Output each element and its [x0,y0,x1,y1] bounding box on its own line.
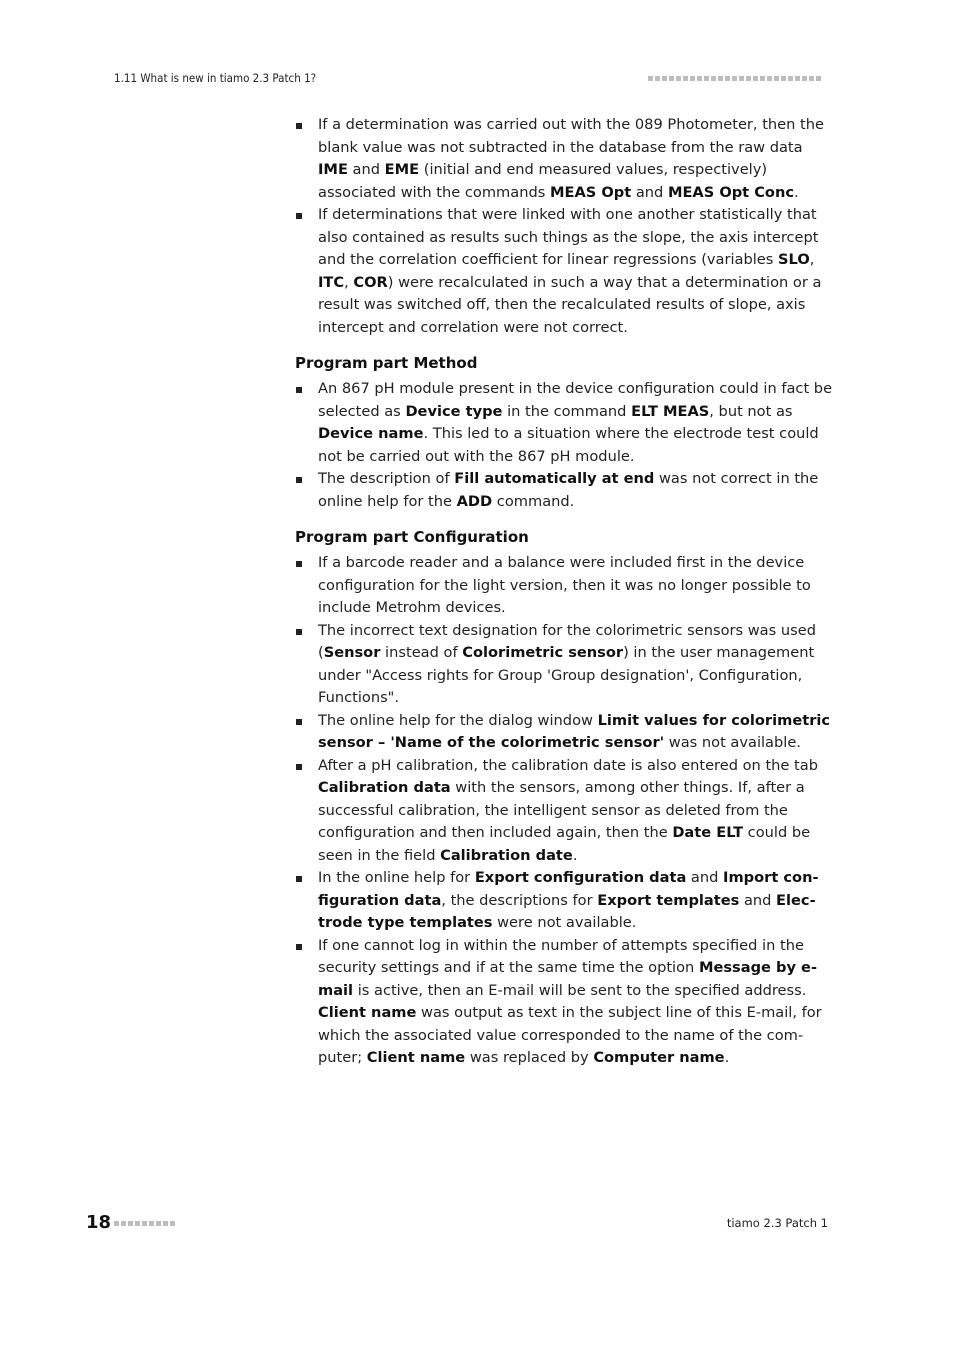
section-heading: Program part Configuration [295,528,529,546]
list-item [295,204,835,339]
bold-term: Date ELT [672,824,744,841]
bold-term: Calibration date [440,846,573,864]
text-run: were not available. [492,914,637,931]
list-item [295,710,835,755]
list-item [295,755,835,868]
footer-decoration [114,1221,175,1226]
bold-term: Calibration data [318,779,451,796]
text-run: command. [492,492,575,510]
sections [295,352,835,1070]
bold-term: Colorimetric sensor [462,644,624,661]
text-run: The description of [318,470,455,487]
list-item [295,114,835,204]
bold-term: Sensor [323,644,381,661]
bold-term: Electrode type templates [318,891,816,931]
text-run: , but not as [709,402,793,420]
text-run: instead of [380,644,463,661]
text-run: If a determination was carried out with the 089 Photometer, then the blank value was not subtracted in the database from the raw data [318,116,824,156]
text-run: . [794,183,799,201]
bold-term: Computer name [593,1049,725,1066]
header-decoration [648,76,821,81]
bold-term: Import configuration data [318,869,819,909]
text-run: and [686,869,724,886]
bold-term: MEAS Opt [549,183,632,201]
text-run: ) in the user management under "Access rights for Group 'Group designation', Configuration, Functions". [318,644,815,706]
text-run: is active, then an E-mail will be sent to the specified address. [353,981,807,999]
text-run: After a pH calibration, the calibration date is also entered on the tab [318,756,818,774]
text-run: . This led to a situation where the electrode test could not be carried out with the 867 pH module. [318,425,819,465]
text-run: , the descriptions for [441,891,598,909]
running-header: 1.11 What is new in tiamo 2.3 Patch 1? [114,71,317,85]
bold-term: IME [318,161,348,178]
text-run: and [739,891,777,909]
text-run: (initial and end measured values, respectively) associated with the commands [318,161,768,201]
text-run: with the sensors, among other things. If, after a successful calibration, the intelligent sensor as deleted from the configuration and then included again, then the [318,779,805,841]
list-item [295,552,835,620]
bold-term: Export configuration data [474,869,687,886]
text-run: in the command [502,402,632,420]
intro-bullet-list [295,114,835,339]
section-heading: Program part Method [295,354,478,372]
text-run: If a barcode reader and a balance were included first in the device configuration for the light version, then it was no longer possible to include Metrohm devices. [318,554,811,616]
bold-term: ELT MEAS [631,402,710,420]
bold-term: Limit values for colorimetric sensor – 'Name of the colorimetric sensor' [318,711,831,751]
text-run: was replaced by [465,1049,594,1066]
text-run: was not correct in the online help for the [318,470,819,510]
bold-term: ADD [456,492,493,510]
text-run: In the online help for [318,869,475,886]
text-run: could be seen in the field [318,824,811,864]
bold-term: Device type [405,402,503,420]
text-run: . [572,846,578,864]
text-run: and [631,183,668,201]
list-item [295,620,835,710]
bold-term: Export templates [597,891,740,909]
bold-term: Fill automatically at end [454,470,655,487]
text-run: ) were recalculated in such a way that a determination or a result was switched off, then the recalculated results of slope, axis intercept and correlation were not correct. [318,273,822,336]
list-item [295,378,835,468]
text-run: , [344,273,354,291]
list-item [295,867,835,935]
bold-term: Client name [318,1004,417,1021]
bullet-list [295,552,835,1070]
bold-term: EME [384,161,420,178]
bullet-list [295,378,835,513]
list-item [295,935,835,1070]
text-run: If one cannot log in within the number of attempts specified in the security settings and if at the same time the option [318,936,804,976]
list-item [295,468,835,513]
text-run: The incorrect text designation for the colorimetric sensors was used ( [318,621,816,661]
text-run: and [347,161,385,178]
bold-term: COR [353,273,388,291]
text-run: If determinations that were linked with one another statistically that also contained as results such things as the slope, the axis intercept and the correlation coefficient for linear regressions (variables [318,206,819,268]
bold-term: ITC [318,273,345,291]
footer-product: tiamo 2.3 Patch 1 [726,1216,828,1230]
bold-term: Client name [366,1049,466,1066]
bold-term: Device name [318,425,424,442]
bold-term: Message by e-mail [318,959,817,999]
text-run: An 867 pH module present in the device configuration could in fact be selected as [318,380,833,420]
bold-term: SLO [778,251,810,268]
page-body [295,114,835,1070]
text-run: was output as text in the subject line of this E-mail, for which the associated value corresponded to the name of the computer; [318,1004,822,1066]
text-run: . [724,1049,730,1066]
text-run: was not available. [664,734,801,751]
bold-term: MEAS Opt Conc [667,183,795,201]
text-run: The online help for the dialog window [318,711,598,729]
page-number: 18 [86,1212,112,1233]
text-run: , [809,251,815,268]
